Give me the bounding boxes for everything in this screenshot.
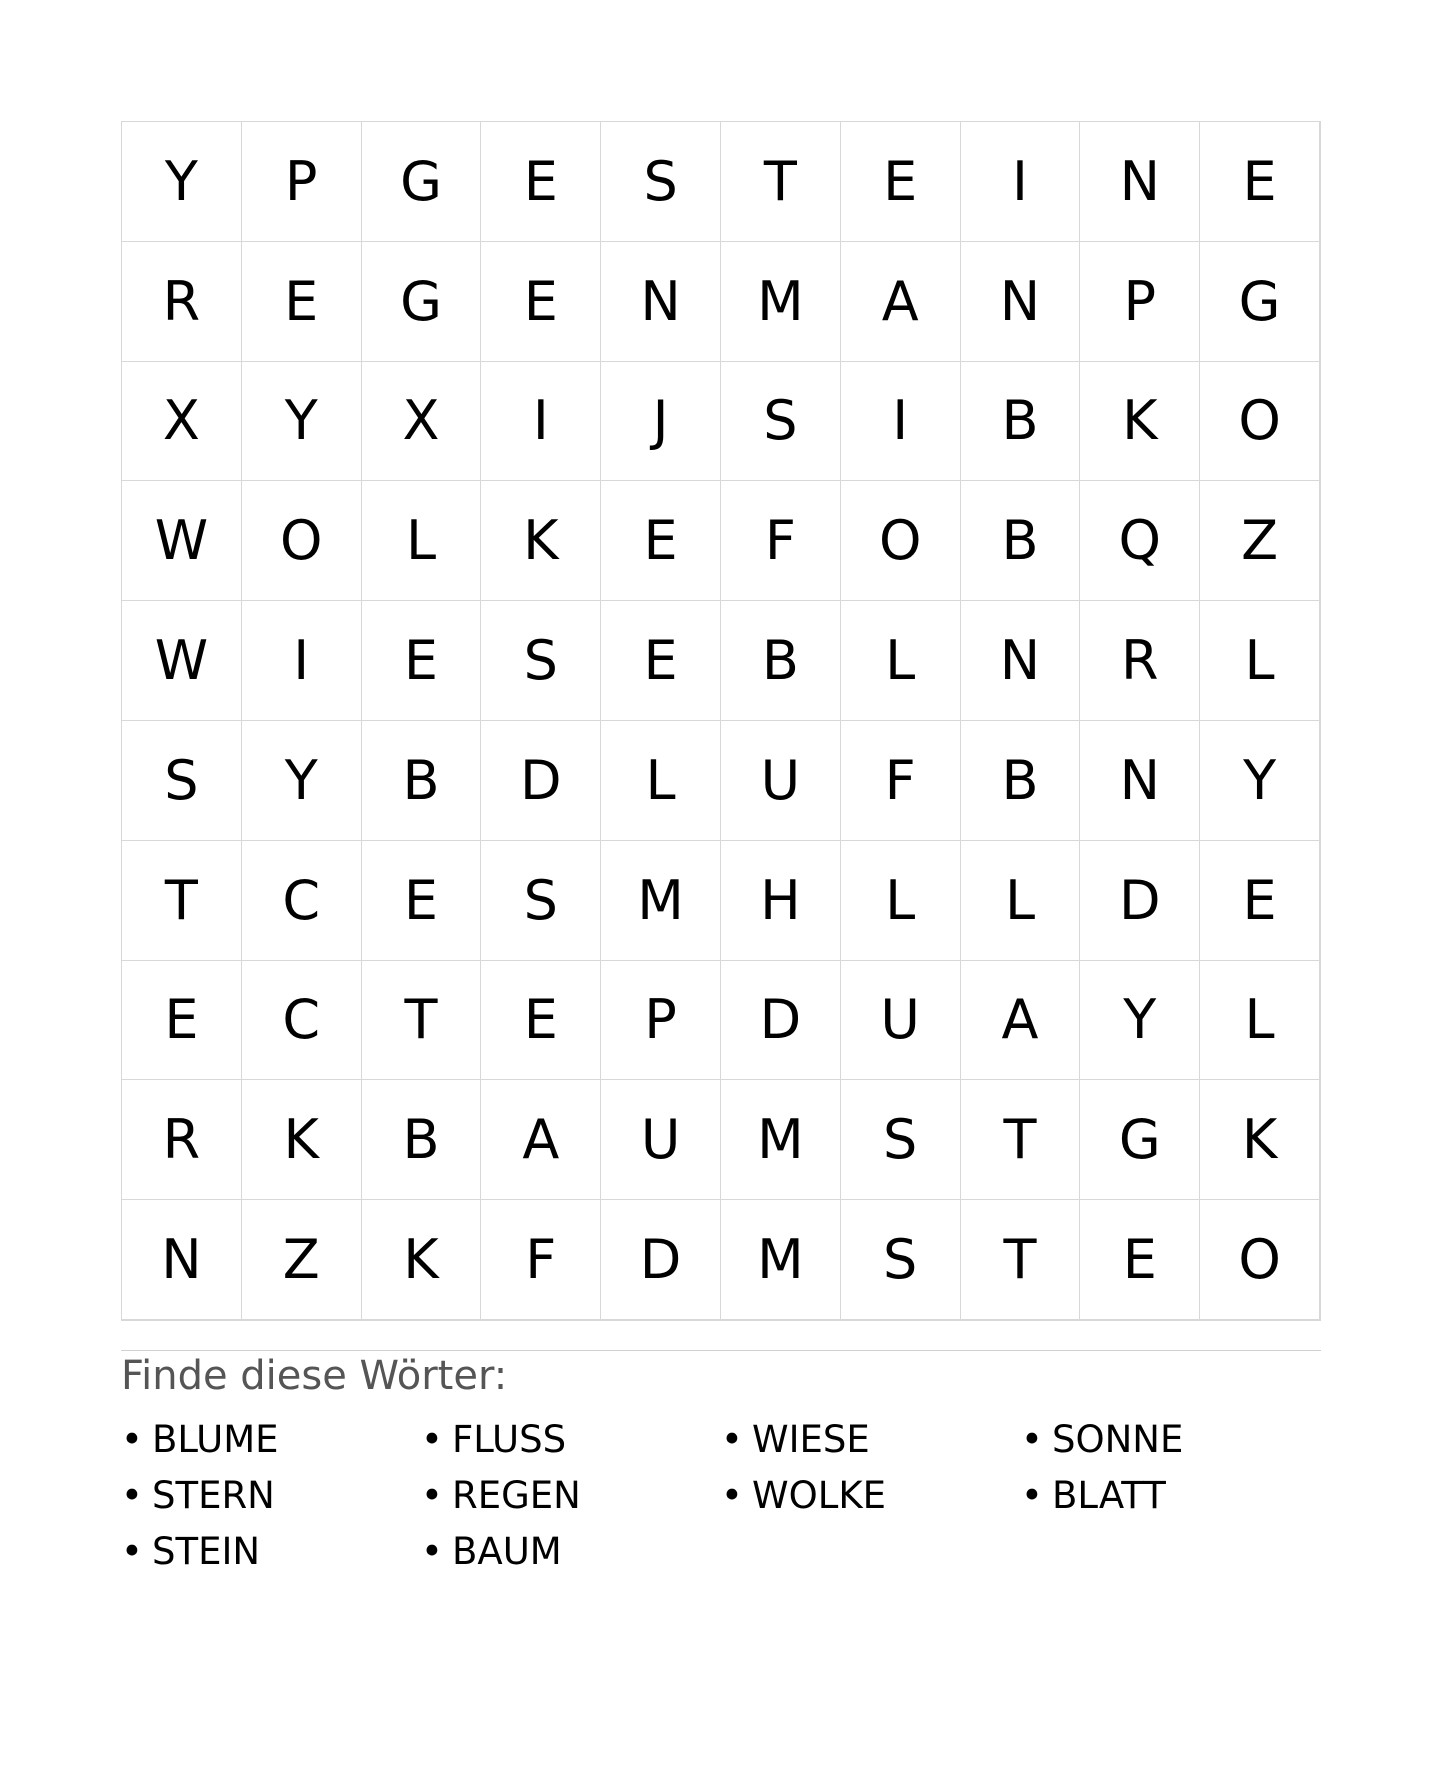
bullet-icon: •	[1021, 1418, 1043, 1461]
grid-cell[interactable]: O	[1200, 362, 1320, 482]
bullet-icon: •	[121, 1530, 143, 1573]
grid-cell[interactable]: U	[841, 961, 961, 1081]
word-label: FLUSS	[452, 1418, 567, 1461]
grid-cell[interactable]: I	[242, 601, 362, 721]
grid-cell[interactable]: S	[481, 601, 601, 721]
grid-cell[interactable]: T	[362, 961, 482, 1081]
grid-cell[interactable]: P	[601, 961, 721, 1081]
grid-cell[interactable]: L	[362, 481, 482, 601]
grid-cell[interactable]: L	[841, 841, 961, 961]
grid-cell[interactable]: A	[961, 961, 1081, 1081]
grid-cell[interactable]: K	[1080, 362, 1200, 482]
word-label: SONNE	[1052, 1418, 1184, 1461]
grid-cell[interactable]: L	[601, 721, 721, 841]
grid-cell[interactable]: M	[601, 841, 721, 961]
grid-cell[interactable]: N	[961, 601, 1081, 721]
grid-cell[interactable]: E	[1200, 122, 1320, 242]
grid-cell[interactable]: F	[481, 1200, 601, 1320]
word-list-item	[1021, 1468, 1321, 1524]
grid-cell[interactable]: S	[841, 1200, 961, 1320]
grid-cell[interactable]: D	[601, 1200, 721, 1320]
grid-cell[interactable]: Z	[242, 1200, 362, 1320]
grid-cell[interactable]: F	[721, 481, 841, 601]
word-label: WIESE	[752, 1418, 870, 1461]
word-list-item	[121, 1468, 421, 1524]
grid-cell[interactable]: D	[481, 721, 601, 841]
grid-cell[interactable]: B	[961, 481, 1081, 601]
grid-cell[interactable]: A	[841, 242, 961, 362]
bullet-icon: •	[121, 1474, 143, 1517]
grid-cell[interactable]: Y	[1200, 721, 1320, 841]
grid-cell[interactable]: B	[961, 362, 1081, 482]
grid-cell[interactable]: B	[961, 721, 1081, 841]
grid-cell[interactable]: Y	[122, 122, 242, 242]
word-list-item	[721, 1468, 1021, 1524]
grid-cell[interactable]: C	[242, 961, 362, 1081]
grid-cell[interactable]: G	[362, 122, 482, 242]
grid-cell[interactable]: E	[481, 242, 601, 362]
grid-cell[interactable]: L	[1200, 601, 1320, 721]
grid-cell[interactable]: C	[242, 841, 362, 961]
bullet-icon: •	[121, 1418, 143, 1461]
word-label: STEIN	[152, 1530, 261, 1573]
grid-cell[interactable]: R	[122, 1080, 242, 1200]
word-label: WOLKE	[752, 1474, 886, 1517]
word-list-item	[1021, 1412, 1321, 1468]
grid-cell[interactable]: E	[362, 841, 482, 961]
grid-cell[interactable]: N	[961, 242, 1081, 362]
bullet-icon: •	[421, 1474, 443, 1517]
grid-cell[interactable]: B	[362, 1080, 482, 1200]
grid-cell[interactable]: P	[242, 122, 362, 242]
grid-cell[interactable]: Q	[1080, 481, 1200, 601]
grid-cell[interactable]: E	[362, 601, 482, 721]
grid-cell[interactable]: E	[601, 601, 721, 721]
word-label: BLUME	[152, 1418, 279, 1461]
grid-cell[interactable]: I	[961, 122, 1081, 242]
word-label: REGEN	[452, 1474, 581, 1517]
grid-cell[interactable]: S	[841, 1080, 961, 1200]
word-list	[121, 1412, 1321, 1580]
grid-cell[interactable]: F	[841, 721, 961, 841]
bullet-icon: •	[421, 1530, 443, 1573]
bullet-icon: •	[421, 1418, 443, 1461]
grid-cell[interactable]: D	[721, 961, 841, 1081]
grid-cell[interactable]: T	[961, 1080, 1081, 1200]
grid-cell[interactable]: S	[122, 721, 242, 841]
grid-cell[interactable]: S	[601, 122, 721, 242]
grid-cell[interactable]: P	[1080, 242, 1200, 362]
grid-cell[interactable]: O	[242, 481, 362, 601]
word-list-item	[421, 1412, 721, 1468]
grid-cell[interactable]: H	[721, 841, 841, 961]
grid-cell[interactable]: E	[601, 481, 721, 601]
word-label: STERN	[152, 1474, 275, 1517]
word-list-item	[421, 1524, 721, 1580]
word-list-item	[121, 1412, 421, 1468]
grid-cell[interactable]: L	[841, 601, 961, 721]
grid-cell[interactable]: I	[841, 362, 961, 482]
grid-cell[interactable]: T	[961, 1200, 1081, 1320]
grid-cell[interactable]: E	[841, 122, 961, 242]
word-label: BLATT	[1052, 1474, 1166, 1517]
bullet-icon: •	[1021, 1474, 1043, 1517]
grid-cell[interactable]: L	[1200, 961, 1320, 1081]
grid-cell[interactable]: Y	[242, 721, 362, 841]
word-list-item	[421, 1468, 721, 1524]
word-label: BAUM	[452, 1530, 562, 1573]
grid-cell[interactable]: I	[481, 362, 601, 482]
grid-cell[interactable]: N	[1080, 122, 1200, 242]
grid-cell[interactable]: K	[1200, 1080, 1320, 1200]
grid-cell[interactable]: S	[481, 841, 601, 961]
grid-cell[interactable]: A	[481, 1080, 601, 1200]
grid-cell[interactable]: R	[1080, 601, 1200, 721]
grid-cell[interactable]: T	[122, 841, 242, 961]
word-list-heading: Finde diese Wörter:	[121, 1353, 508, 1399]
grid-cell[interactable]: O	[841, 481, 961, 601]
grid-cell[interactable]: N	[1080, 721, 1200, 841]
grid-cell[interactable]: E	[481, 122, 601, 242]
grid-cell[interactable]: W	[122, 481, 242, 601]
grid-cell[interactable]: D	[1080, 841, 1200, 961]
bullet-icon: •	[721, 1474, 743, 1517]
grid-cell[interactable]: E	[1080, 1200, 1200, 1320]
grid-cell[interactable]: B	[721, 601, 841, 721]
grid-cell[interactable]: J	[601, 362, 721, 482]
grid-cell[interactable]: M	[721, 1200, 841, 1320]
grid-cell[interactable]: K	[362, 1200, 482, 1320]
grid-cell[interactable]: K	[242, 1080, 362, 1200]
grid-cell[interactable]: X	[362, 362, 482, 482]
grid-cell[interactable]: E	[1200, 841, 1320, 961]
grid-cell[interactable]: U	[721, 721, 841, 841]
grid-cell[interactable]: M	[721, 1080, 841, 1200]
word-list-item	[121, 1524, 421, 1580]
grid-cell[interactable]: Y	[1080, 961, 1200, 1081]
grid-cell[interactable]: N	[122, 1200, 242, 1320]
grid-cell[interactable]: S	[721, 362, 841, 482]
grid-cell[interactable]: G	[362, 242, 482, 362]
grid-cell[interactable]: W	[122, 601, 242, 721]
grid-cell[interactable]: E	[242, 242, 362, 362]
grid-cell[interactable]: O	[1200, 1200, 1320, 1320]
divider	[121, 1350, 1321, 1351]
grid-cell[interactable]: K	[481, 481, 601, 601]
grid-cell[interactable]: R	[122, 242, 242, 362]
grid-cell[interactable]: G	[1200, 242, 1320, 362]
letter-grid	[121, 121, 1321, 1321]
grid-cell[interactable]: N	[601, 242, 721, 362]
grid-cell[interactable]: M	[721, 242, 841, 362]
grid-cell[interactable]: Y	[242, 362, 362, 482]
grid-cell[interactable]: U	[601, 1080, 721, 1200]
grid-cell[interactable]: X	[122, 362, 242, 482]
grid-cell[interactable]: T	[721, 122, 841, 242]
bullet-icon: •	[721, 1418, 743, 1461]
grid-cell[interactable]: B	[362, 721, 482, 841]
word-list-item	[721, 1412, 1021, 1468]
grid-cell[interactable]: G	[1080, 1080, 1200, 1200]
grid-cell[interactable]: E	[122, 961, 242, 1081]
grid-cell[interactable]: L	[961, 841, 1081, 961]
grid-cell[interactable]: Z	[1200, 481, 1320, 601]
grid-cell[interactable]: E	[481, 961, 601, 1081]
